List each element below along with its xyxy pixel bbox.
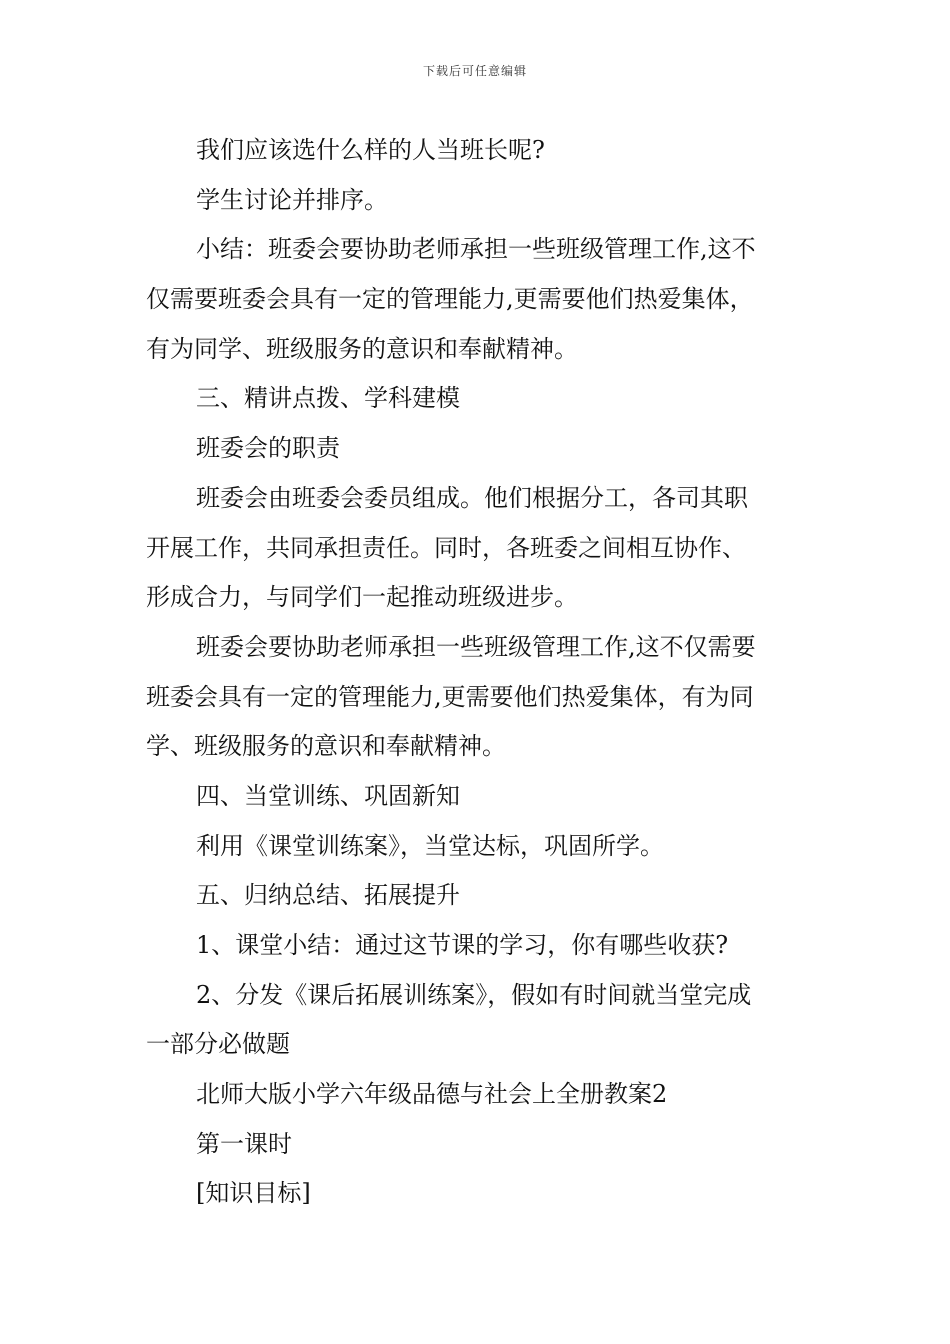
question-line: 我们应该选什么样的人当班长呢? (196, 136, 545, 164)
summary-continuation: 仅需要班委会具有一定的管理能力,更需要他们热爱集体， (146, 285, 754, 314)
document-title: 北师大版小学六年级品德与社会上全册教案2 (196, 1080, 668, 1109)
list-item-continuation: 一部分必做题 (146, 1030, 290, 1059)
section-heading-3: 三、精讲点拨、学科建模 (196, 384, 460, 413)
list-item: 2、分发《课后拓展训练案》，假如有时间就当堂完成 (196, 980, 752, 1009)
paragraph-continuation: 班委会具有一定的管理能力,更需要他们热爱集体，有为同 (146, 682, 754, 711)
paragraph-line: 利用《课堂训练案》，当堂达标，巩固所学。 (196, 831, 664, 860)
subheading: 班委会的职责 (196, 434, 340, 463)
section-heading-4: 四、当堂训练、巩固新知 (196, 781, 460, 810)
paragraph-line: 班委会由班委会委员组成。他们根据分工，各司其职 (196, 483, 748, 512)
list-item: 1、课堂小结：通过这节课的学习，你有哪些收获? (196, 931, 729, 959)
paragraph-line: 班委会要协助老师承担一些班级管理工作,这不仅需要 (196, 632, 756, 661)
paragraph-continuation: 形成合力，与同学们一起推动班级进步。 (146, 583, 578, 612)
objective-heading: [知识目标] (196, 1179, 311, 1208)
lesson-heading: 第一课时 (196, 1129, 292, 1158)
summary-line: 小结：班委会要协助老师承担一些班级管理工作,这不 (196, 235, 756, 264)
page-header-note: 下载后可任意编辑 (422, 64, 527, 78)
summary-continuation: 有为同学、班级服务的意识和奉献精神。 (146, 334, 578, 363)
activity-line: 学生讨论并排序。 (196, 185, 388, 214)
paragraph-continuation: 开展工作，共同承担责任。同时，各班委之间相互协作、 (146, 533, 746, 562)
section-heading-5: 五、归纳总结、拓展提升 (196, 881, 460, 910)
paragraph-continuation: 学、班级服务的意识和奉献精神。 (146, 732, 506, 761)
document-body (146, 126, 808, 1219)
